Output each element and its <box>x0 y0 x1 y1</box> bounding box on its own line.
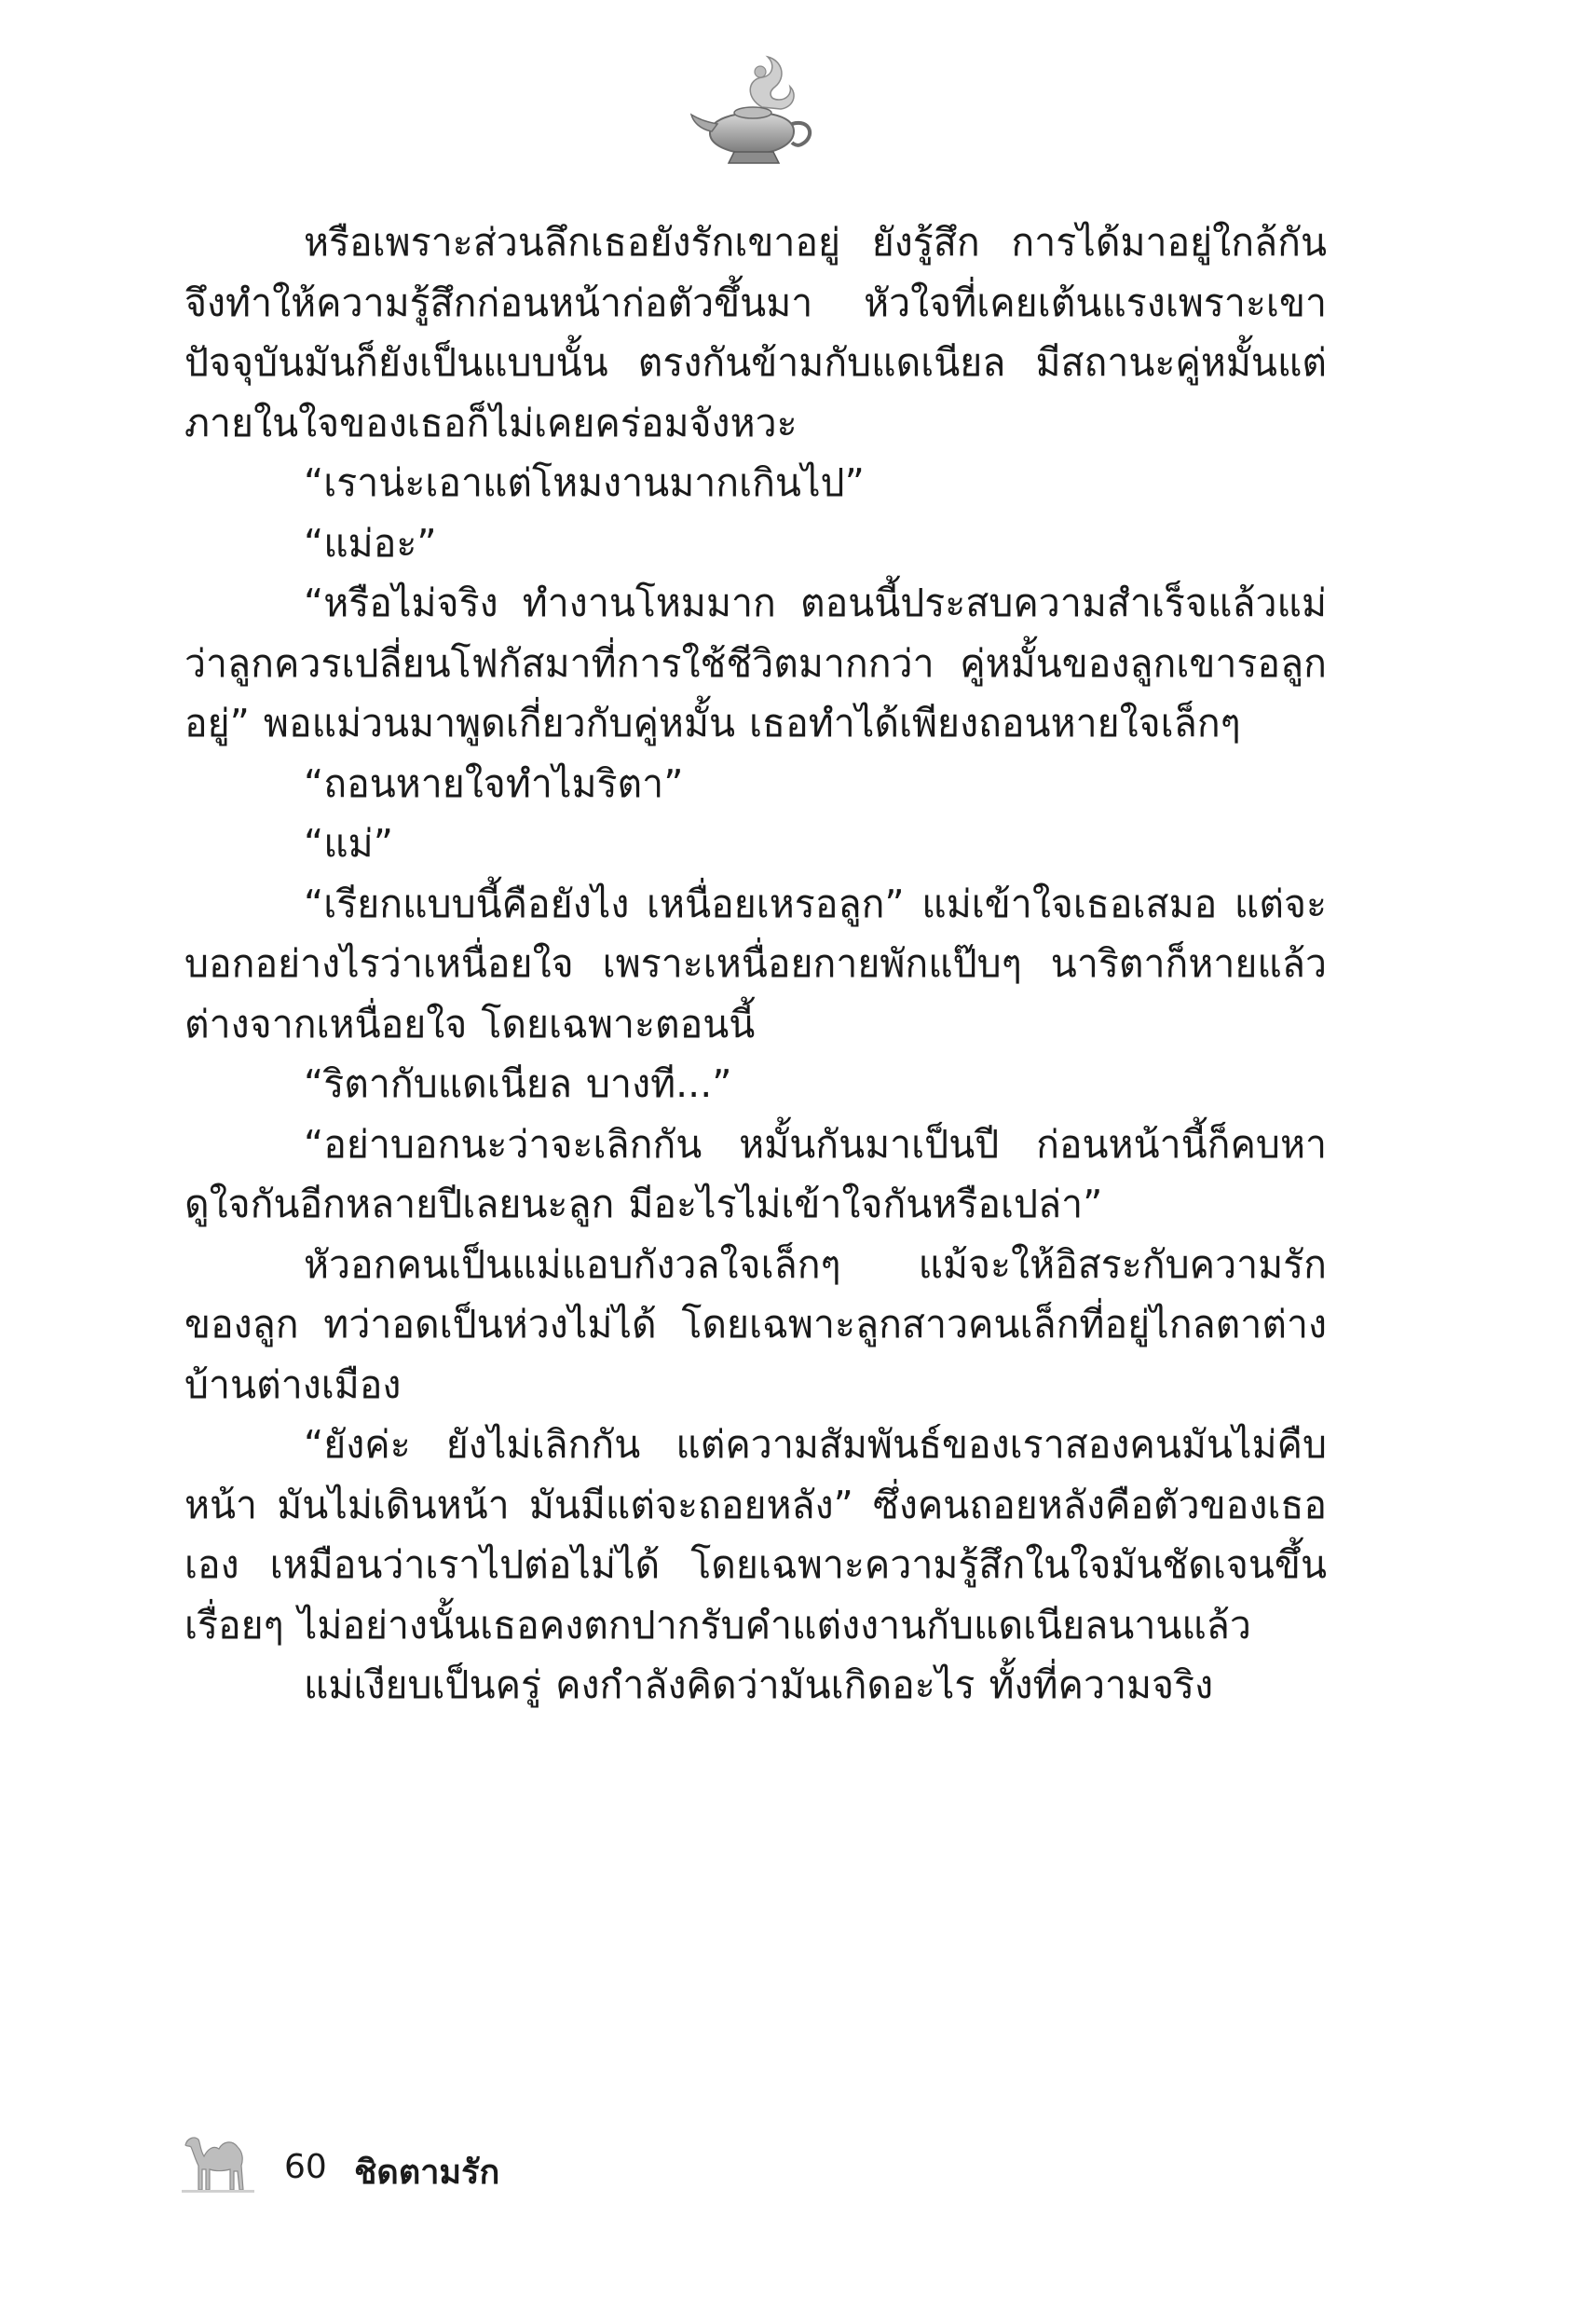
paragraph: “แม่อะ” <box>304 520 437 566</box>
paragraph: “ยังค่ะ ยังไม่เลิกกัน แต่ความสัมพันธ์ของเราสองคนมันไม่คืบหน้า มันไม่เดินหน้า มันมีแต่จะถอยหลัง” ซึ่งคนถอยหลังคือตัวของเธอเอง เหมือนว่าเราไปต่อไม่ได้ โดยเฉพาะความรู้สึกในใจมันชัดเจนขึ้นเรื่อยๆ ไม่อย่างนั้นเธอคงตกปากรับคำแต่งงานกับแดเนียลนานแล้ว <box>184 1422 1327 1648</box>
paragraph: “หรือไม่จริง ทำงานโหมมาก ตอนนี้ประสบความสำเร็จแล้วแม่ว่าลูกควรเปลี่ยนโฟกัสมาที่การใช้ชีวิตมากกว่า คู่หมั้นของลูกเขารอลูกอยู่” พอแม่วนมาพูดเกี่ยวกับคู่หมั้น เธอทำได้เพียงถอนหายใจเล็กๆ <box>184 581 1327 745</box>
book-title: ชิดตามรัก <box>354 2154 500 2192</box>
page-number: 60 <box>284 2148 327 2186</box>
paragraph: “เรียกแบบนี้คือยังไง เหนื่อยเหรอลูก” แม่เข้าใจเธอเสมอ แต่จะบอกอย่างไรว่าเหนื่อยใจ เพราะเหนื่อยกายพักแป๊บๆ นาริตาก็หายแล้วต่างจากเหนื่อยใจ โดยเฉพาะตอนนี้ <box>184 881 1327 1046</box>
genie-lamp-icon <box>689 51 820 172</box>
body-text <box>184 212 1327 1716</box>
camel-icon <box>182 2125 254 2194</box>
paragraph: หัวอกคนเป็นแม่แอบกังวลใจเล็กๆ แม้จะให้อิสระกับความรักของลูก ทว่าอดเป็นห่วงไม่ได้ โดยเฉพาะลูกสาวคนเล็กที่อยู่ไกลตาต่างบ้านต่างเมือง <box>184 1241 1327 1407</box>
paragraph: “แม่” <box>304 821 393 866</box>
paragraph: หรือเพราะส่วนลึกเธอยังรักเขาอยู่ ยังรู้สึก การได้มาอยู่ใกล้กันจึงทำให้ความรู้สึกก่อนหน้าก่อตัวขึ้นมา หัวใจที่เคยเต้นแรงเพราะเขาปัจจุบันมันก็ยังเป็นแบบนั้น ตรงกันข้ามกับแดเนียล มีสถานะคู่หมั้นแต่ภายในใจของเธอก็ไม่เคยคร่อมจังหวะ <box>184 220 1327 445</box>
paragraph: “เราน่ะเอาแต่โหมงานมากเกินไป” <box>304 460 865 505</box>
page-footer <box>182 2125 1020 2208</box>
paragraph: “ริตากับแดเนียล บางที...” <box>304 1061 732 1106</box>
paragraph: แม่เงียบเป็นครู่ คงกำลังคิดว่ามันเกิดอะไร ทั้งที่ความจริง <box>304 1662 1214 1707</box>
paragraph: “อย่าบอกนะว่าจะเลิกกัน หมั้นกันมาเป็นปี ก่อนหน้านี้ก็คบหาดูใจกันอีกหลายปีเลยนะลูก มีอะไรไม่เข้าใจกันหรือเปล่า” <box>184 1121 1327 1226</box>
paragraph: “ถอนหายใจทำไมริตา” <box>304 760 684 806</box>
